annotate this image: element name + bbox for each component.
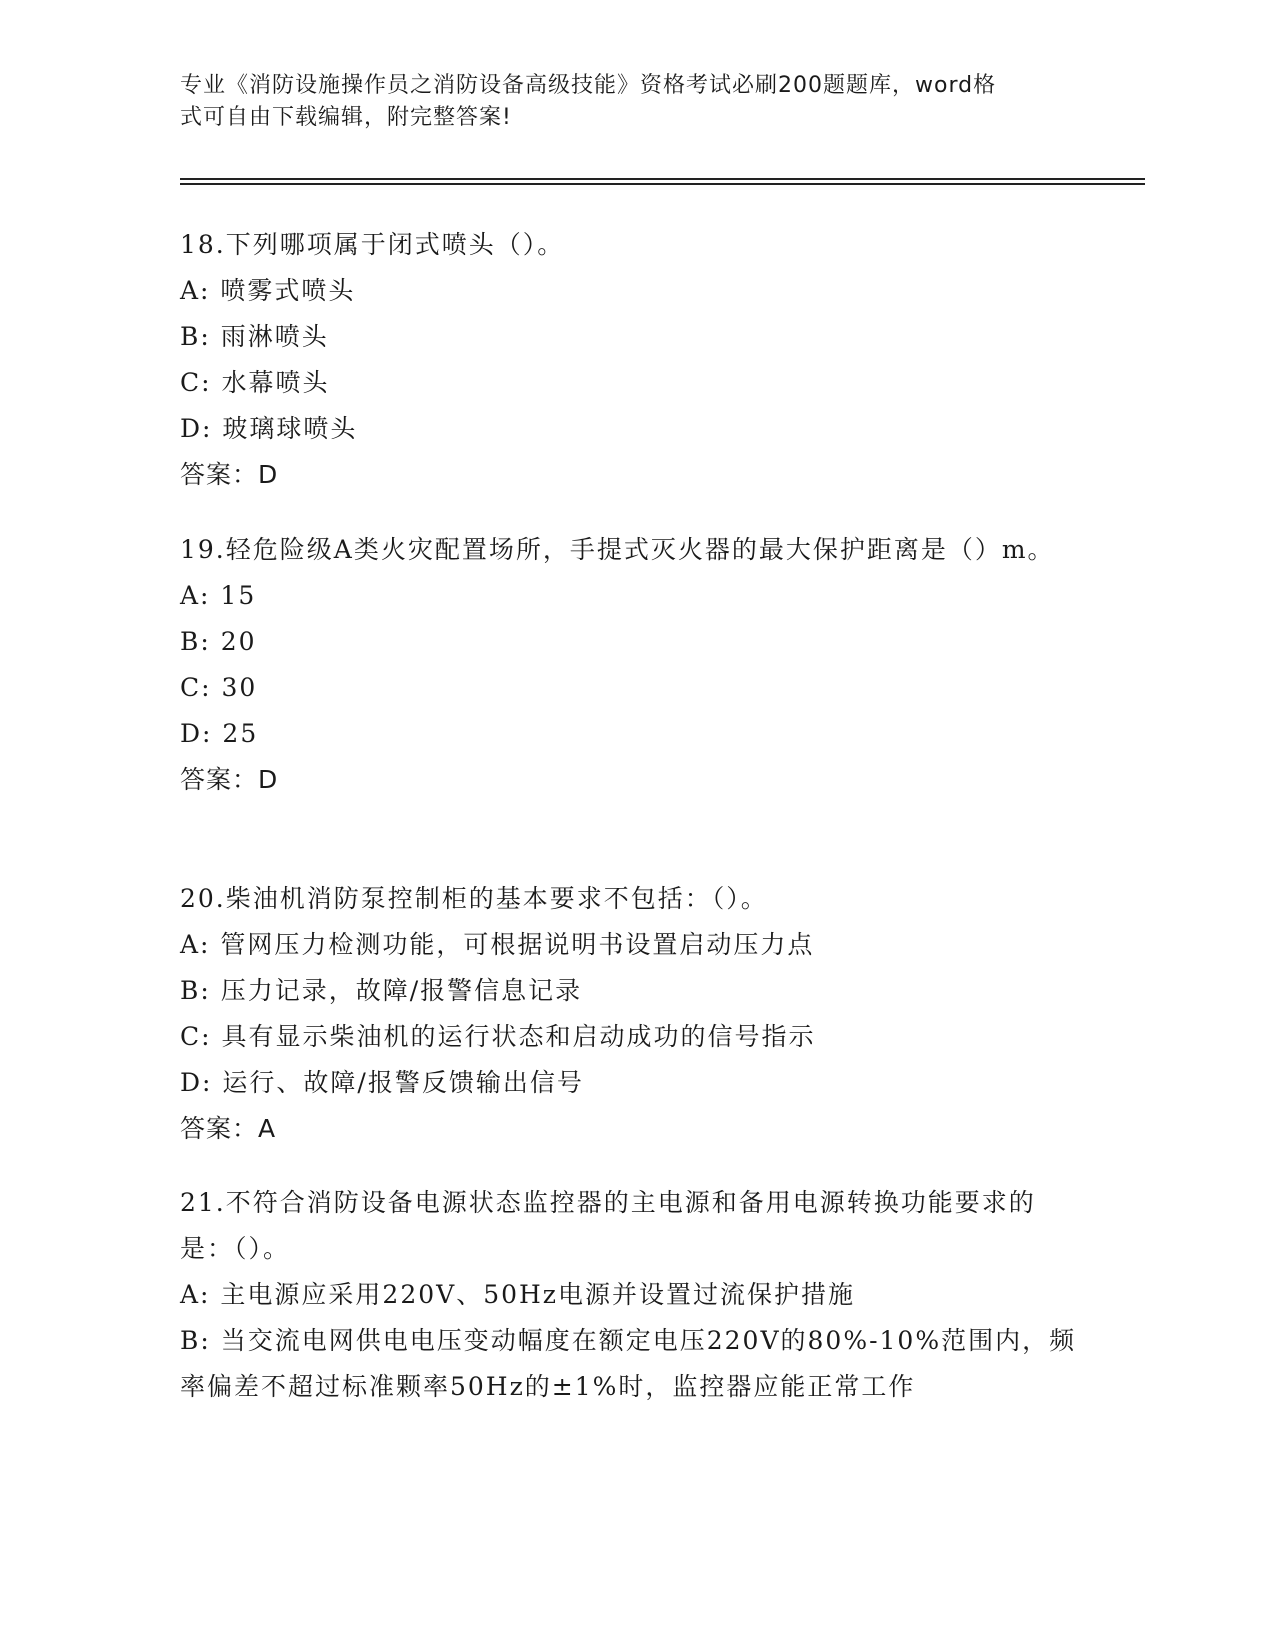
option-b: B: 雨淋喷头 — [180, 322, 329, 351]
header-divider-bottom — [180, 183, 1145, 185]
answer: 答案：A — [180, 1114, 277, 1143]
document-header — [180, 70, 1080, 134]
option-a: A: 15 — [180, 581, 257, 610]
option-a: A: 主电源应采用220V、50Hz电源并设置过流保护措施 — [180, 1280, 855, 1309]
question-20 — [180, 876, 1080, 1152]
option-b: B: 20 — [180, 627, 257, 656]
option-a: A: 管网压力检测功能，可根据说明书设置启动压力点 — [180, 930, 815, 959]
option-c: C: 水幕喷头 — [180, 368, 330, 397]
option-a: A: 喷雾式喷头 — [180, 276, 356, 305]
question-stem: 21.不符合消防设备电源状态监控器的主电源和备用电源转换功能要求的是：（）。 — [180, 1188, 1036, 1263]
option-c: C: 具有显示柴油机的运行状态和启动成功的信号指示 — [180, 1022, 816, 1051]
question-stem: 20.柴油机消防泵控制柜的基本要求不包括：（）。 — [180, 884, 768, 913]
question-18 — [180, 222, 1080, 498]
answer: 答案：D — [180, 765, 279, 794]
option-d: D: 玻璃球喷头 — [180, 414, 358, 443]
question-stem: 18.下列哪项属于闭式喷头（）。 — [180, 230, 565, 259]
question-21 — [180, 1180, 1080, 1410]
option-b: B: 压力记录，故障/报警信息记录 — [180, 976, 583, 1005]
option-d: D: 运行、故障/报警反馈输出信号 — [180, 1068, 584, 1097]
question-stem: 19.轻危险级A类火灾配置场所，手提式灭火器的最大保护距离是（）m。 — [180, 535, 1055, 564]
option-c: C: 30 — [180, 673, 258, 702]
header-divider-top — [180, 178, 1145, 180]
option-d: D: 25 — [180, 719, 259, 748]
question-19 — [180, 527, 1080, 803]
header-line-2: 式可自由下载编辑，附完整答案! — [180, 105, 512, 130]
answer: 答案：D — [180, 460, 279, 489]
option-b: B: 当交流电网供电电压变动幅度在额定电压220V的80%-10%范围内，频率偏差不超过标准颗率50Hz的±1%时，监控器应能正常工作 — [180, 1326, 1077, 1401]
header-line-1: 专业《消防设施操作员之消防设备高级技能》资格考试必刷200题题库，word格 — [180, 73, 997, 98]
